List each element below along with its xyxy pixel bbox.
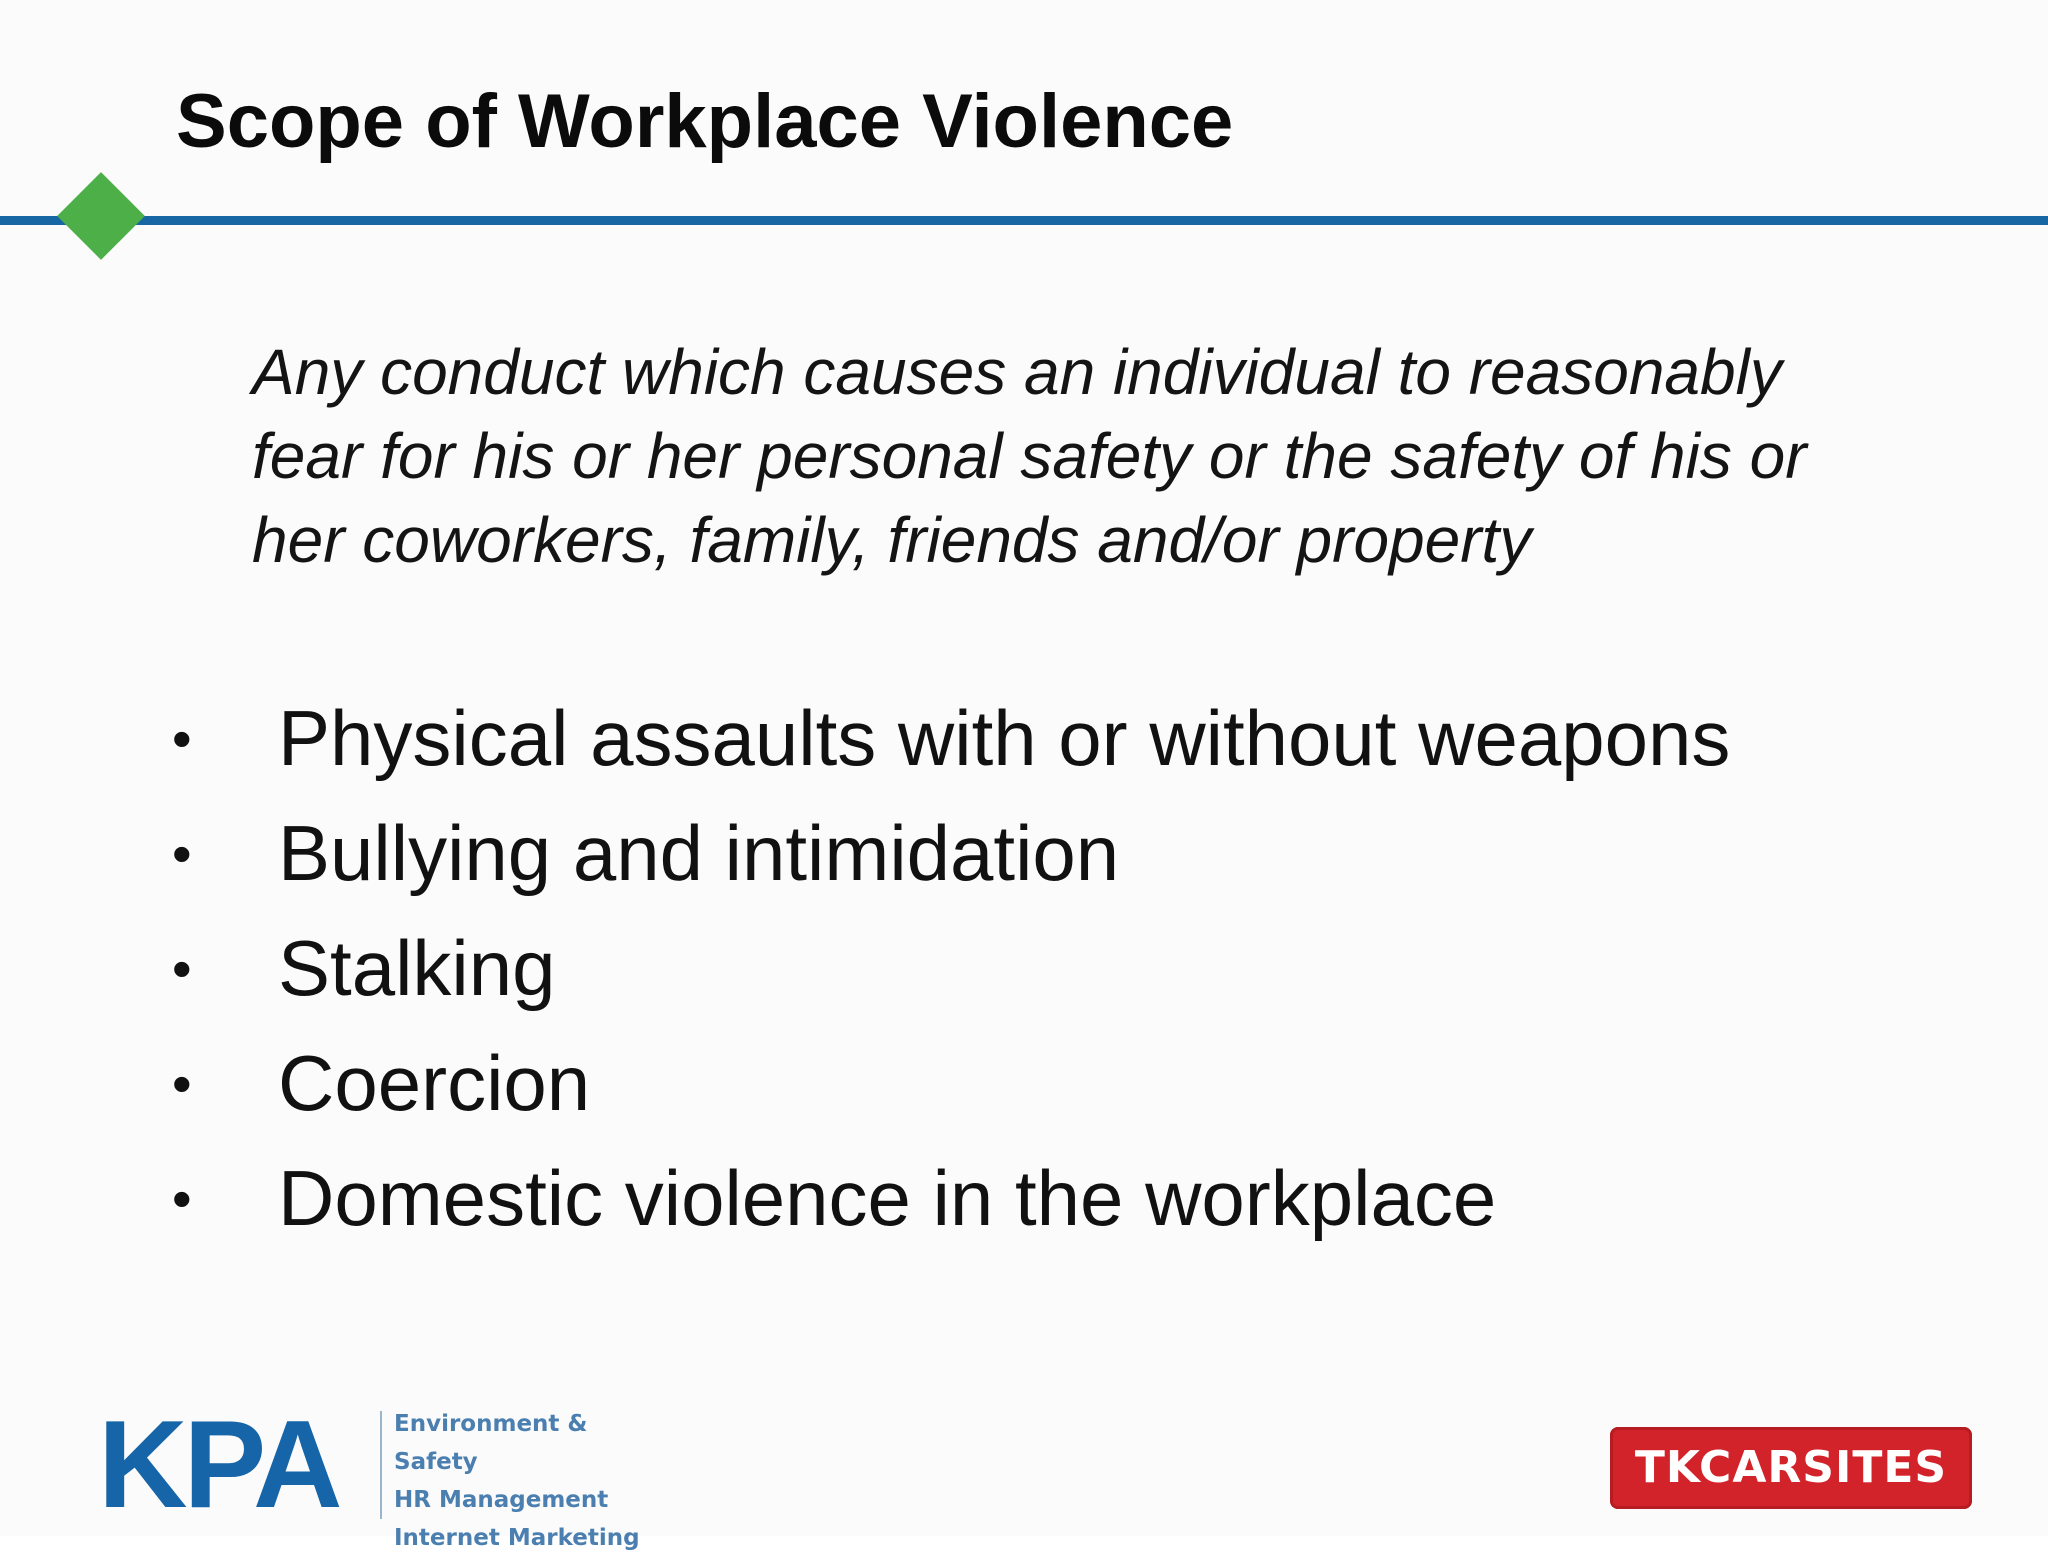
green-diamond-icon (57, 172, 145, 260)
bullet-text: Domestic violence in the workplace (278, 1154, 1497, 1242)
bullet-text: Bullying and intimidation (278, 809, 1120, 897)
kpa-logo-services (394, 1405, 658, 1557)
bullet-dot-icon: • (172, 822, 192, 885)
bullet-text: Stalking (278, 924, 556, 1012)
bullet-dot-icon: • (172, 1052, 192, 1115)
tkcarsites-logo-text: TKCARSITES (1634, 1442, 1948, 1493)
bullet-text: Coercion (278, 1039, 591, 1127)
bullet-dot-icon: • (172, 1167, 192, 1230)
kpa-service-line: HR Management (394, 1487, 609, 1513)
definition-text: Any conduct which causes an individual to reasonably fear for his or her personal safety or the safety of his or her coworkers, family, friends and/or property (252, 336, 1807, 576)
kpa-service-line: Internet Marketing (394, 1525, 640, 1551)
title-divider-line (0, 216, 2048, 225)
bullet-text: Physical assaults with or without weapons (278, 694, 1731, 782)
kpa-logo-letters: KPA (98, 1396, 339, 1534)
tkcarsites-logo (1610, 1427, 1972, 1509)
bullet-dot-icon: • (172, 937, 192, 1000)
kpa-service-line: Environment & Safety (394, 1411, 588, 1475)
kpa-logo-divider (380, 1411, 382, 1519)
kpa-logo (98, 1396, 658, 1551)
slide-title: Scope of Workplace Violence (176, 79, 1234, 164)
bullet-dot-icon: • (172, 707, 192, 770)
